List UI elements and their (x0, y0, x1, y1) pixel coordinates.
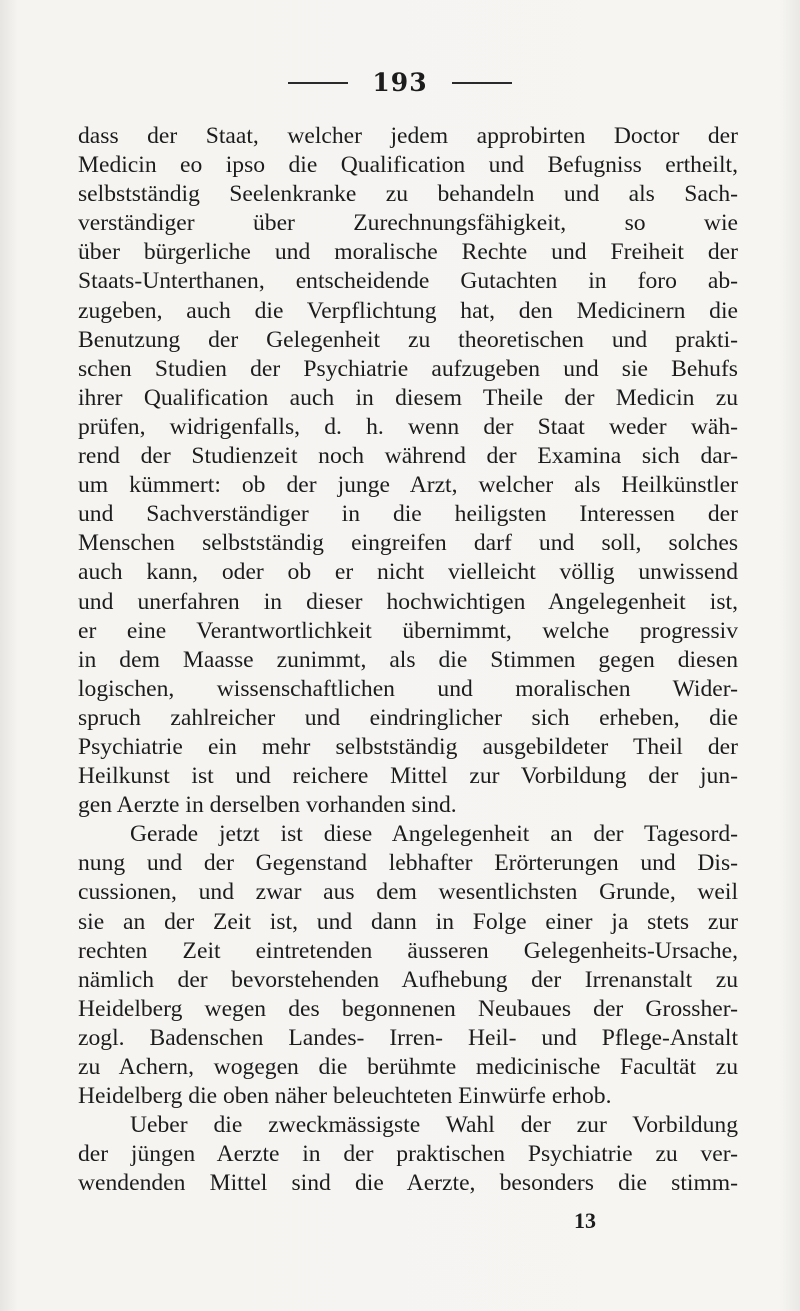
text-line: prüfen, widrigenfalls, d. h. wenn der Staat weder wäh- (78, 413, 738, 440)
text-line: in dem Maasse zunimmt, als die Stimmen gegen diesen (78, 646, 738, 673)
text-line: Heidelberg die oben näher beleuchteten Einwürfe erhob. (78, 1083, 612, 1110)
text-line: um kümmert: ob der junge Arzt, welcher als Heilkünstler (78, 472, 738, 499)
body-text (78, 122, 738, 1198)
text-line: nämlich der bevorstehenden Aufhebung der Irrenanstalt zu (78, 966, 738, 993)
header-rule-right (452, 82, 512, 84)
text-line: wendenden Mittel sind die Aerzte, besonders die stimm- (78, 1170, 738, 1197)
text-line: ihrer Qualification auch in diesem Theile der Medicin zu (78, 384, 738, 411)
text-line: verständiger über Zurechnungsfähigkeit, so wie (78, 210, 738, 237)
text-line: er eine Verantwortlichkeit übernimmt, welche progressiv (78, 617, 738, 644)
text-line: zugeben, auch die Verpflichtung hat, den Medicinern die (78, 297, 738, 324)
text-line: spruch zahlreicher und eindringlicher sich erheben, die (78, 704, 738, 731)
text-line: Gerade jetzt ist diese Angelegenheit an der Tagesord- (130, 821, 738, 848)
text-line: nung und der Gegenstand lebhafter Erörterungen und Dis- (78, 850, 738, 877)
page-header (0, 68, 800, 97)
text-line: rend der Studienzeit noch während der Examina sich dar- (78, 443, 738, 470)
text-line: rechten Zeit eintretenden äusseren Gelegenheits-Ursache, (78, 937, 738, 964)
text-line: Heilkunst ist und reichere Mittel zur Vorbildung der jun- (78, 763, 738, 790)
text-line: Ueber die zweckmässigste Wahl der zur Vorbildung (130, 1112, 738, 1139)
signature-mark: 13 (574, 1208, 596, 1233)
text-line: logischen, wissenschaftlichen und moralischen Wider- (78, 675, 738, 702)
text-line: auch kann, oder ob er nicht vielleicht völlig unwissend (78, 559, 738, 586)
text-line: Staats-Unterthanen, entscheidende Gutachten in foro ab- (78, 268, 738, 295)
text-line: Menschen selbstständig eingreifen darf und soll, solches (78, 530, 738, 557)
text-line: sie an der Zeit ist, und dann in Folge einer ja stets zur (78, 908, 738, 935)
text-line: selbstständig Seelenkranke zu behandeln und als Sach- (78, 181, 738, 208)
page-number: 193 (372, 68, 428, 97)
text-line: zu Achern, wogegen die berühmte medicinische Facultät zu (78, 1054, 738, 1080)
text-line: Medicin eo ipso die Qualification und Befugniss ertheilt, (78, 152, 738, 179)
text-line: der jüngen Aerzte in der praktischen Psychiatrie zu ver- (78, 1141, 738, 1168)
text-line: dass der Staat, welcher jedem approbirten Doctor der (78, 123, 738, 149)
text-line: cussionen, und zwar aus dem wesentlichsten Grunde, weil (78, 879, 738, 906)
header-rule-left (288, 82, 348, 84)
text-line: über bürgerliche und moralische Rechte und Freiheit der (78, 239, 738, 266)
text-line: Psychiatrie ein mehr selbstständig ausgebildeter Theil der (78, 733, 738, 760)
text-line: Benutzung der Gelegenheit zu theoretischen und prakti- (78, 326, 738, 353)
text-line: gen Aerzte in derselben vorhanden sind. (78, 792, 457, 819)
text-line: Heidelberg wegen des begonnenen Neubaues der Grossher- (78, 995, 738, 1022)
text-line: und unerfahren in dieser hochwichtigen Angelegenheit ist, (78, 588, 738, 615)
text-line: zogl. Badenschen Landes- Irren- Heil- und Pflege-Anstalt (78, 1024, 738, 1051)
text-line: und Sachverständiger in die heiligsten Interessen der (78, 501, 738, 528)
text-line: schen Studien der Psychiatrie aufzugeben und sie Behufs (78, 355, 738, 382)
